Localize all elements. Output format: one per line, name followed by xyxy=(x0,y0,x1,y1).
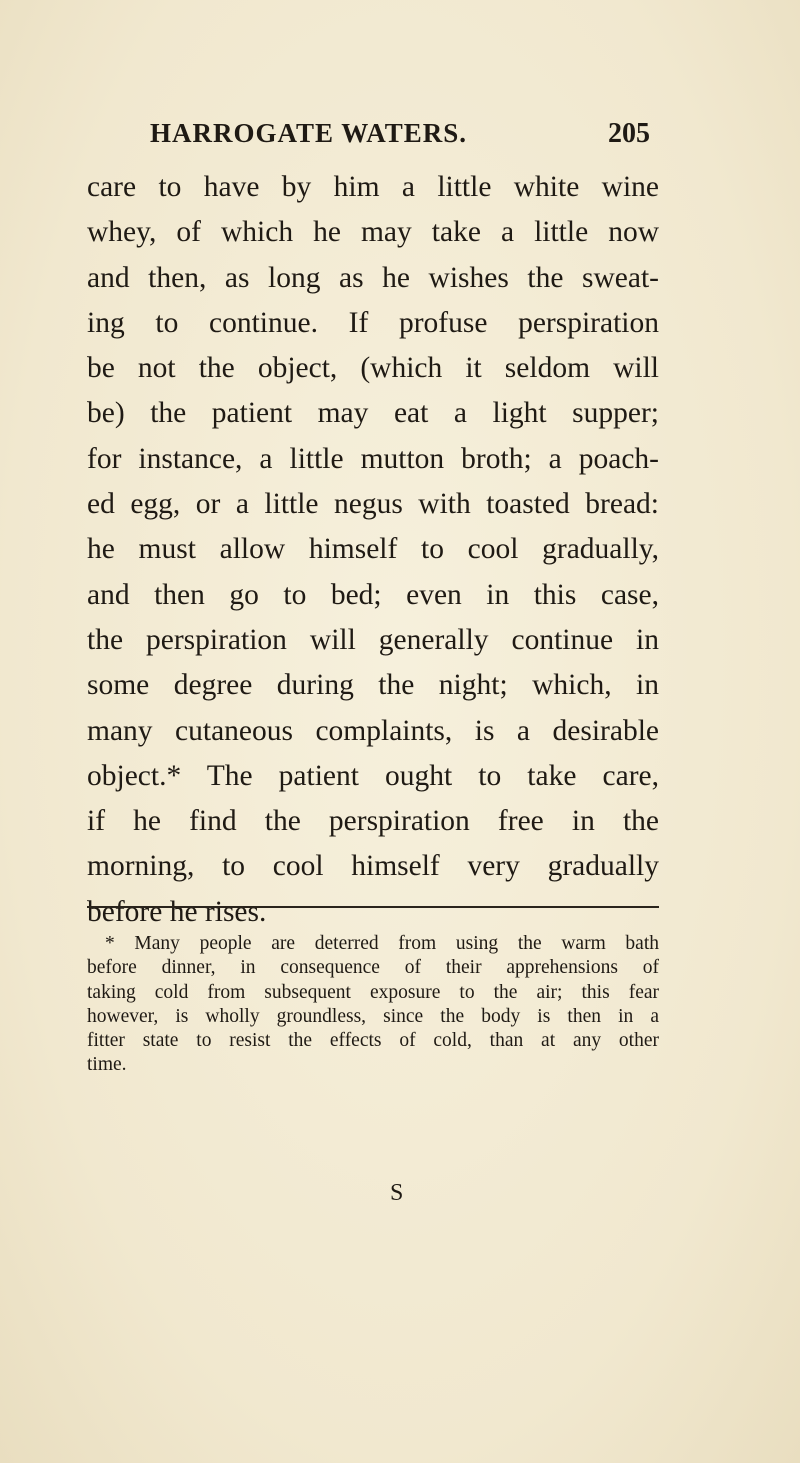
text-line: and then, as long as he wishes the sweat- xyxy=(87,261,659,294)
text-line: ing to continue. If profuse perspiration xyxy=(87,306,659,339)
text-line: the perspiration will generally continue in xyxy=(87,623,659,656)
text-line: before he rises. xyxy=(87,895,267,928)
text-line: be) the patient may eat a light supper; xyxy=(87,397,659,430)
text-line: if he find the perspiration free in the xyxy=(87,805,659,838)
text-line: many cutaneous complaints, is a desirable xyxy=(87,714,659,747)
text-line: for instance, a little mutton broth; a poach- xyxy=(87,442,659,475)
text-line: ed egg, or a little negus with toasted bread: xyxy=(87,488,659,521)
page-number: 205 xyxy=(608,118,650,149)
footnote-line: fitter state to resist the effects of cold, than at any other xyxy=(87,1030,659,1052)
footnote-line: * Many people are deterred from using the warm bath xyxy=(105,933,659,954)
running-title: HARROGATE WATERS. xyxy=(150,118,468,148)
footnote-line: taking cold from subsequent exposure to the air; this fear xyxy=(87,981,659,1003)
footnote-line: before dinner, in consequence of their apprehensions of xyxy=(87,957,659,979)
text-line: morning, to cool himself very gradually xyxy=(87,850,659,883)
main-paragraph xyxy=(87,165,659,935)
text-line: care to have by him a little white wine xyxy=(87,171,659,203)
footnote xyxy=(87,932,659,1078)
text-line: whey, of which he may take a little now xyxy=(87,216,659,249)
text-line: and then go to bed; even in this case, xyxy=(87,578,659,611)
signature-mark: S xyxy=(390,1180,404,1206)
text-line: he must allow himself to cool gradually, xyxy=(87,533,659,566)
text-line: be not the object, (which it seldom will xyxy=(87,352,659,385)
footnote-line: however, is wholly groundless, since the body is then in a xyxy=(87,1005,659,1027)
footnote-divider xyxy=(87,906,659,908)
text-line: some degree during the night; which, in xyxy=(87,669,659,702)
footnote-line: time. xyxy=(87,1054,127,1076)
text-line: object.* The patient ought to take care, xyxy=(87,759,659,792)
running-head xyxy=(150,118,650,158)
